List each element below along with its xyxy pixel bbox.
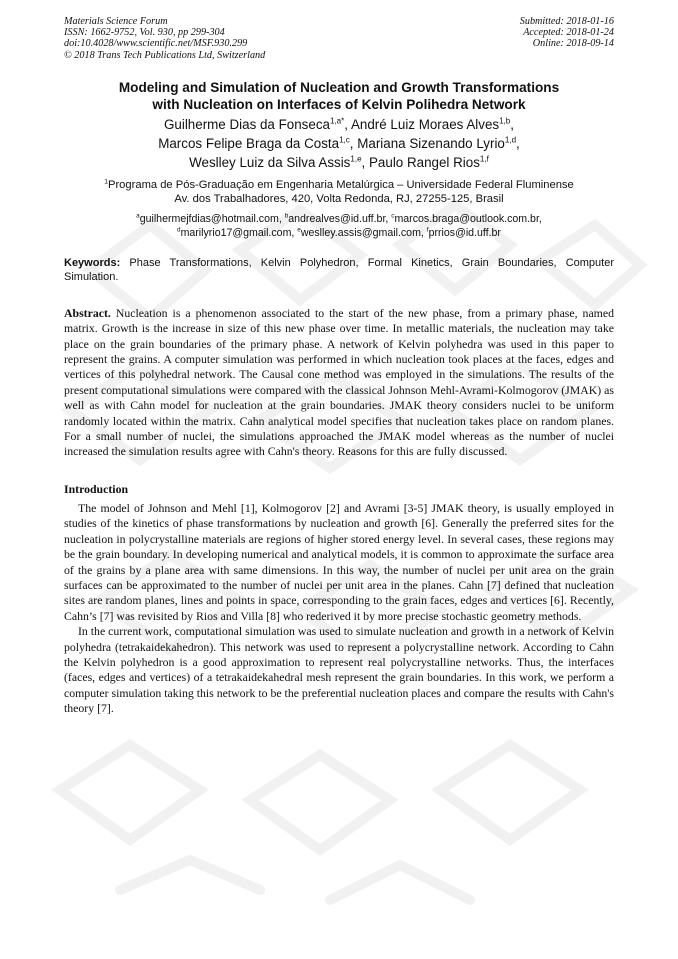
author-name: Marcos Felipe Braga da Costa — [158, 135, 340, 151]
author-name: André Luiz Moraes Alves — [350, 116, 500, 132]
email-link[interactable]: weslley.assis@gmail.com — [300, 226, 421, 239]
introduction-paragraph-2: In the current work, computational simulation was used to simulate nucleation and growth in a network of Kelvin polyhedra (tetrakaidekahedron). This network was used to represent a polycrystalline network. According to Cahn the Kelvin polyhedron is a good approximation to represent real polycrystalline networks. Thus, the interfaces (faces, edges and vertices) of a tetrakaidekahedral mesh represent the grain boundaries. In this work, we perform a computer simulation taking this network to be the preferential nucleation places and compare the results with Cahn's theory [7]. — [64, 624, 614, 716]
email-sup: f — [426, 226, 429, 234]
author-name: Mariana Sizenando Lyrio — [357, 135, 505, 151]
email-link[interactable]: prrios@id.uff.br — [428, 226, 501, 239]
submission-dates — [520, 16, 614, 61]
email-link[interactable]: guilhermejfdias@hotmail.com — [139, 212, 279, 225]
email-separator: , — [278, 212, 285, 225]
abstract-label: Abstract. — [64, 305, 111, 320]
email-line — [64, 226, 614, 240]
email-link[interactable]: andrealves@id.uff.br — [288, 212, 386, 225]
email-separator: , — [420, 226, 427, 239]
abstract-text: Nucleation is a phenomenon associated to the start of the new phase, from a primary phase, named matrix. Growth is the increase in size of this new phase over time. In metallic materials, the nucleation may take place on the grain boundaries of the primary phase. A network of Kelvin polyhedra was used in this paper to represent the grains. A computer simulation was performed in which nucleation took places at the faces, edges and vertices of this polyhedral network. The Causal cone method was employed in the simulations. The results of the present computational simulations were compared with the classical Johnson Mehl-Avrami-Kolmogorov (JMAK) as well as with Cahn model for nucleation at the grain boundaries. JMAK theory considers nuclei to be uniform randomly located within the matrix. Cahn analytical model specifies that nucleation takes place on random planes. For a small number of nuclei, the simulations approached the JMAK model whereas as the number of nuclei increased the simulation results agree with Cahn's theory. Reasons for this are fully discussed. — [64, 305, 614, 459]
author-sup: 1,e — [350, 154, 362, 164]
affiliation-line-1 — [64, 178, 614, 192]
submitted-date: Submitted: 2018-01-16 — [519, 16, 614, 27]
introduction-heading: Introduction — [64, 481, 129, 496]
author-line — [64, 115, 614, 134]
paper-title-line-1: Modeling and Simulation of Nucleation and Growth Transformations — [118, 79, 560, 95]
affiliation-text: Programa de Pós-Graduação em Engenharia Metalúrgica – Universidade Federal Fluminense — [107, 178, 574, 191]
author-sup: 1,f — [479, 154, 489, 164]
author-separator: , — [344, 116, 351, 132]
accepted-date: Accepted: 2018-01-24 — [523, 27, 614, 39]
keywords — [64, 256, 614, 284]
author-sup: 1,b — [499, 116, 511, 126]
email-link[interactable]: marilyrio17@gmail.com — [180, 226, 292, 239]
journal-header — [64, 16, 614, 61]
abstract — [64, 306, 614, 460]
author-sup: 1,d — [504, 135, 517, 145]
author-separator: , — [516, 135, 520, 151]
email-link[interactable]: marcos.braga@outlook.com.br, — [394, 212, 542, 225]
email-sup: c — [391, 212, 395, 220]
author-line — [64, 134, 614, 153]
author-separator: , — [510, 116, 514, 132]
email-sup: b — [284, 212, 289, 220]
affiliation — [64, 178, 614, 206]
online-date: Online: 2018-09-14 — [532, 38, 614, 50]
author-name: Paulo Rangel Rios — [369, 154, 480, 170]
issn-line: ISSN: 1662-9752, Vol. 930, pp 299-304 — [64, 27, 225, 39]
keywords-label: Keywords: — [64, 256, 121, 269]
affiliation-line-2: Av. dos Trabalhadores, 420, Volta Redonda, RJ, 27255-125, Brasil — [174, 192, 504, 205]
copyright-line: © 2018 Trans Tech Publications Ltd, Switzerland — [64, 49, 266, 61]
doi-line: doi:10.4028/www.scientific.net/MSF.930.299 — [64, 38, 248, 50]
email-sup: e — [297, 226, 301, 234]
paper-title-line-2: with Nucleation on Interfaces of Kelvin Polihedra Network — [152, 96, 526, 112]
author-sup: 1,a* — [329, 116, 345, 126]
email-line — [64, 212, 614, 226]
author-name: Weslley Luiz da Silva Assis — [189, 154, 351, 170]
email-separator: , — [291, 226, 298, 239]
journal-name: Materials Science Forum — [64, 16, 168, 27]
email-sup: a — [136, 212, 140, 220]
author-separator: , — [349, 135, 358, 151]
email-sup: d — [177, 226, 181, 234]
author-sup: 1,c — [339, 135, 350, 145]
author-separator: , — [361, 154, 369, 170]
journal-info — [64, 16, 265, 61]
keywords-text: Phase Transformations, Kelvin Polyhedron, Formal Kinetics, Grain Boundaries, Computer Simulation. — [64, 256, 614, 283]
author-emails — [64, 212, 614, 240]
author-line — [64, 153, 614, 172]
introduction-paragraph-1: The model of Johnson and Mehl [1], Kolmogorov [2] and Avrami [3-5] JMAK theory, is usually employed in studies of the kinetics of phase transformations by nucleation and growth [6]. Generally the preferred sites for the nucleation in polycrystalline materials are regions of higher stored energy level. In several cases, these regions may be the grain boundary. In developing numerical and analytical models, it is common to approximate the surface area of the grains by a plane area with same dimensions. In this way, the number of nuclei per unit area on the grain surfaces can be approximated to the number of nuclei per unit area in the planes. Cahn [7] defined that nucleation sites are random planes, lines and points in space, corresponding to the grain faces, edges and vertices [6]. Recently, Cahn’s [7] was revisited by Rios and Villa [8] who rederived it by more precise stochastic geometry methods. — [64, 500, 614, 623]
author-list — [64, 115, 614, 172]
author-name: Guilherme Dias da Fonseca — [163, 116, 330, 132]
email-separator: , — [385, 212, 392, 225]
affiliation-sup: 1 — [104, 178, 108, 186]
paper-title — [64, 79, 614, 113]
